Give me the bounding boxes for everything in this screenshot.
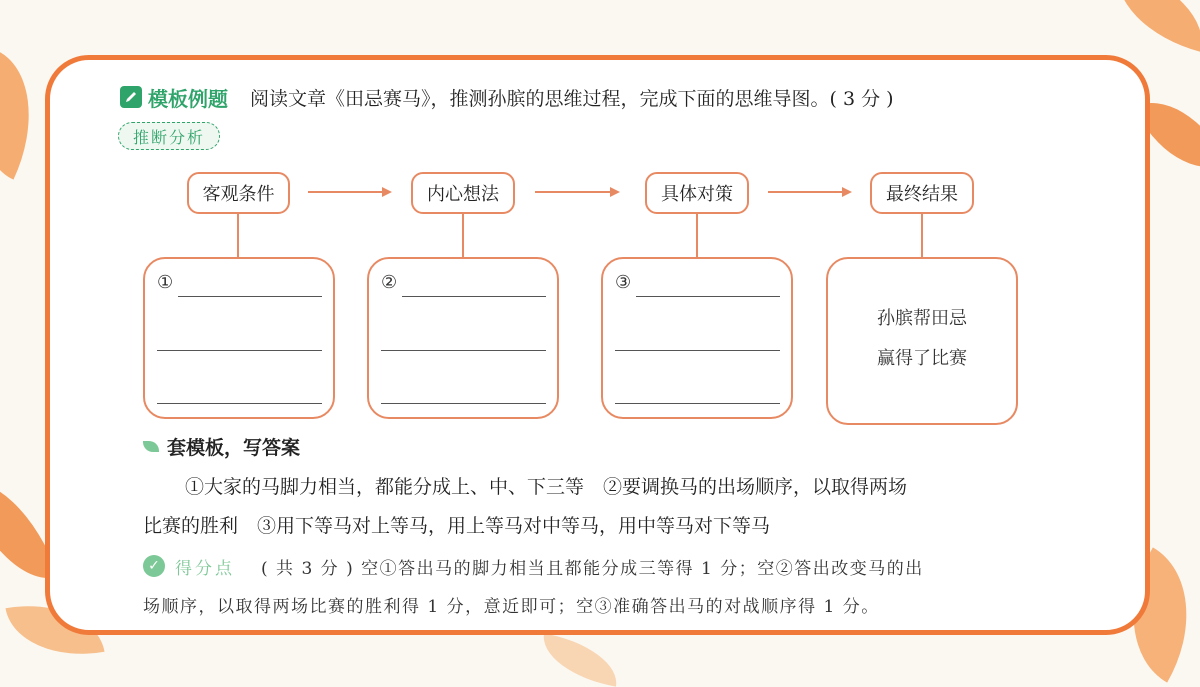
tag-label: 模板例题 [148,86,228,111]
connector-line [237,214,239,257]
template-section-title: 套模板，写答案 [167,436,301,459]
answer-line-1: ①大家的马脚力相当，都能分成上、中、下三等 ②要调换马的出场顺序，以取得两场 [185,476,908,498]
answer-blank-line[interactable] [381,403,546,404]
blank-number-3: ③ [615,272,632,293]
scoring-label: 得分点 [175,558,235,579]
node-objective-conditions: 客观条件 [187,172,290,214]
template-section-header [143,432,300,460]
answer-blank-line[interactable] [381,350,546,351]
result-text [826,299,1018,379]
leaf-icon [143,441,159,452]
connector-line [696,214,698,257]
flow-arrows [0,0,1200,260]
result-line-2: 赢得了比赛 [877,348,967,369]
answer-line-2: 比赛的胜利 ③用下等马对上等马，用上等马对中等马，用中等马对下等马 [143,515,771,537]
connector-line [921,214,923,257]
scoring-line-2: 场顺序，以取得两场比赛的胜利得 1 分，意近即可；空③准确答出马的对战顺序得 1 分。 [143,597,880,617]
check-icon: ✓ [143,555,165,577]
analysis-pill: 推断分析 [118,122,220,150]
node-specific-strategy: 具体对策 [645,172,749,214]
answer-blank-line[interactable] [157,403,322,404]
question-text: 阅读文章《田忌赛马》，推测孙膑的思维过程，完成下面的思维导图。( 3 分 ) [250,87,894,110]
node-inner-thoughts: 内心想法 [411,172,515,214]
scoring-header [143,553,924,579]
result-line-1: 孙膑帮田忌 [877,308,967,329]
background-leaf-decoration [537,633,623,686]
scoring-line-1: ( 共 3 分 ) 空①答出马的脚力相当且都能分成三等得 1 分；空②答出改变马的出 [261,558,924,579]
answer-blank-line[interactable] [157,350,322,351]
answer-blank-line[interactable] [636,296,780,297]
answer-blank-line[interactable] [178,296,322,297]
answer-blank-line[interactable] [402,296,546,297]
blank-number-2: ② [381,272,398,293]
answer-blank-line[interactable] [615,350,780,351]
node-final-result: 最终结果 [870,172,974,214]
answer-blank-line[interactable] [615,403,780,404]
connector-line [462,214,464,257]
blank-number-1: ① [157,272,174,293]
